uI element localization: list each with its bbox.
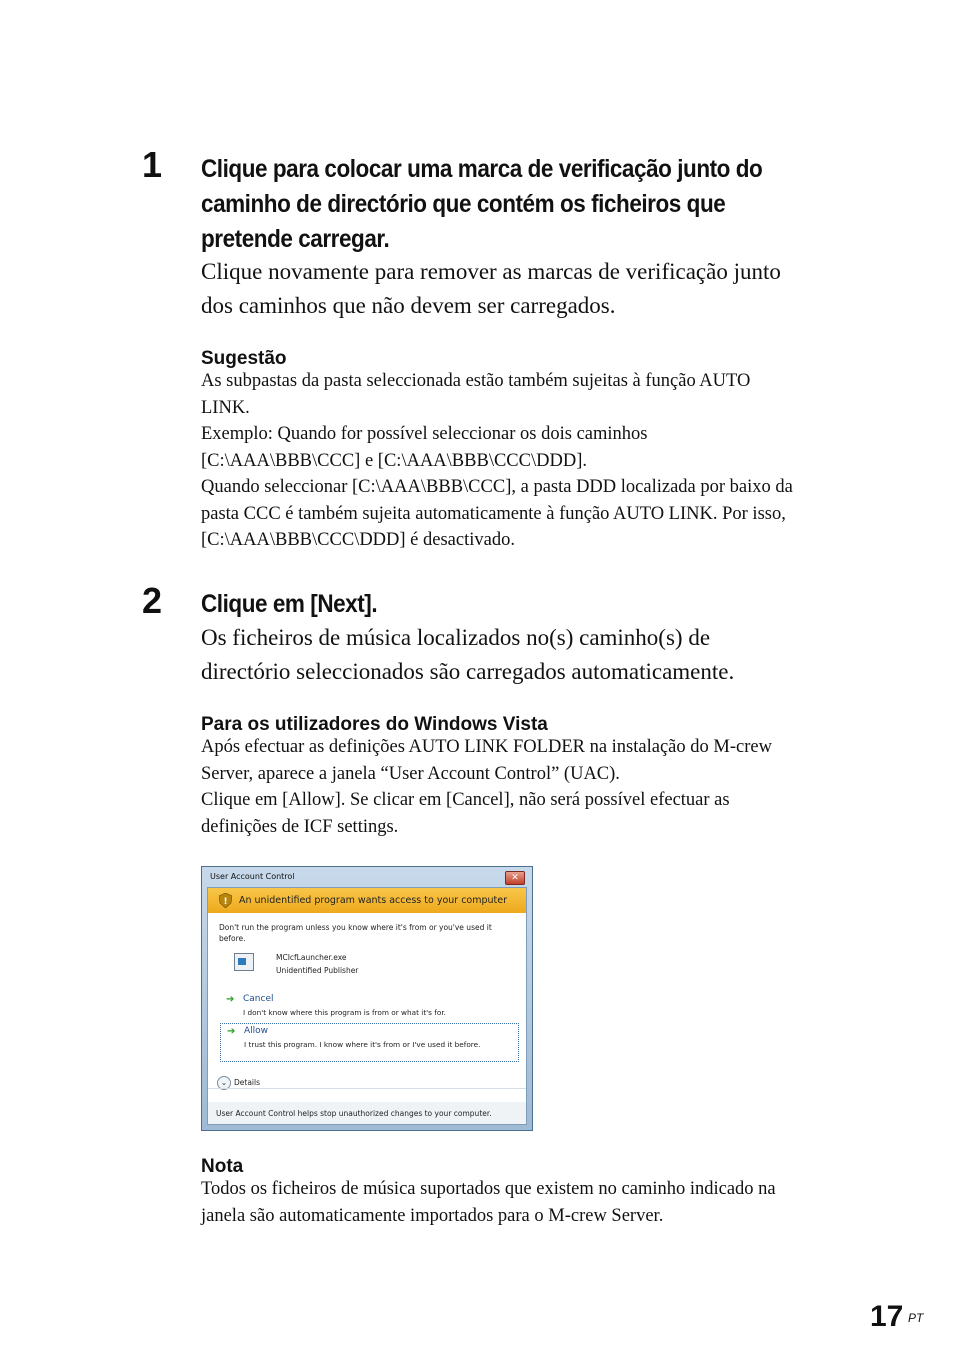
tip-line: Exemplo: Quando for possível seleccionar os dois caminhos — [201, 424, 648, 444]
green-arrow-icon: ➔ — [226, 994, 235, 1005]
tip-line: [C:\AAA\BBB\CCC\DDD] é desactivado. — [201, 530, 515, 550]
step-1-title-line: Clique para colocar uma marca de verificação junto do — [201, 155, 763, 183]
step-1-title-line: caminho de directório que contém os ficheiros que — [201, 190, 726, 218]
step-1-title-line: pretende carregar. — [201, 225, 390, 253]
tip-line: LINK. — [201, 397, 250, 418]
uac-content — [207, 887, 527, 1125]
step-1-title — [201, 152, 813, 257]
svg-text:!: ! — [223, 897, 228, 907]
note-line: Todos os ficheiros de música suportados que existem no caminho indicado na — [201, 1179, 776, 1199]
divider — [208, 1088, 526, 1089]
tip-line: Quando seleccionar [C:\AAA\BBB\CCC], a pasta DDD localizada por baixo da — [201, 477, 793, 497]
uac-warning: Don't run the program unless you know where it's from or you've used it before. — [219, 923, 492, 943]
step-2-number: 2 — [142, 580, 163, 621]
cancel-option[interactable] — [220, 992, 517, 1022]
green-arrow-icon: ➔ — [227, 1026, 236, 1037]
page-number: 17 — [870, 1300, 904, 1333]
uac-banner — [208, 888, 526, 913]
uac-dialog — [201, 866, 533, 1131]
note-body — [201, 1176, 881, 1229]
vista-line: Clique em [Allow]. Se clicar em [Cancel], não será possível efectuar as — [201, 790, 730, 810]
program-name: MCIcfLauncher.exe — [276, 953, 347, 962]
allow-option[interactable] — [220, 1023, 519, 1062]
vista-line: Server, aparece a janela “User Account Control” (UAC). — [201, 763, 620, 784]
tip-line: [C:\AAA\BBB\CCC] e [C:\AAA\BBB\CCC\DDD]. — [201, 450, 587, 471]
uac-titlebar — [202, 867, 532, 887]
step-2-body-line: directório seleccionados são carregados automaticamente. — [201, 659, 735, 684]
step-1-body — [201, 255, 891, 323]
program-publisher: Unidentified Publisher — [276, 966, 359, 975]
vista-heading: Para os utilizadores do Windows Vista — [201, 714, 548, 735]
step-2-title: Clique em [Next]. — [201, 590, 378, 618]
shield-icon — [219, 893, 232, 908]
uac-footer — [208, 1102, 526, 1124]
vista-line: Após efectuar as definições AUTO LINK FOLDER na instalação do M-crew — [201, 737, 772, 757]
cancel-label: Cancel — [243, 994, 274, 1004]
program-icon — [234, 953, 254, 971]
allow-description: I trust this program. I know where it's from or I've used it before. — [244, 1040, 481, 1049]
cancel-description: I don't know where this program is from or what it's for. — [243, 1008, 446, 1017]
details-toggle[interactable]: Details — [234, 1078, 261, 1087]
chevron-down-icon[interactable]: ⌄ — [217, 1076, 231, 1090]
step-1-body-line: Clique novamente para remover as marcas de verificação junto — [201, 259, 781, 284]
tip-heading: Sugestão — [201, 348, 287, 369]
allow-label: Allow — [244, 1026, 269, 1036]
step-1-body-line: dos caminhos que não devem ser carregados. — [201, 293, 616, 318]
step-2-body-line: Os ficheiros de música localizados no(s) caminho(s) de — [201, 625, 711, 650]
close-icon[interactable]: ✕ — [505, 871, 525, 885]
tip-line: As subpastas da pasta seleccionada estão também sujeitas à função AUTO — [201, 371, 751, 391]
tip-line: pasta CCC é também sujeita automaticamente à função AUTO LINK. Por isso, — [201, 503, 786, 524]
note-heading: Nota — [201, 1156, 244, 1177]
tip-body — [201, 368, 881, 554]
step-2-body — [201, 621, 891, 689]
vista-line: definições de ICF settings. — [201, 816, 399, 837]
step-1-number: 1 — [142, 144, 163, 185]
note-line: janela são automaticamente importados para o M-crew Server. — [201, 1205, 664, 1226]
page-language-suffix: PT — [908, 1311, 924, 1325]
uac-footer-text: User Account Control helps stop unauthorized changes to your computer. — [216, 1109, 492, 1118]
vista-body — [201, 734, 881, 840]
uac-banner-text: An unidentified program wants access to your computer — [239, 895, 508, 906]
uac-title: User Account Control — [210, 872, 295, 881]
